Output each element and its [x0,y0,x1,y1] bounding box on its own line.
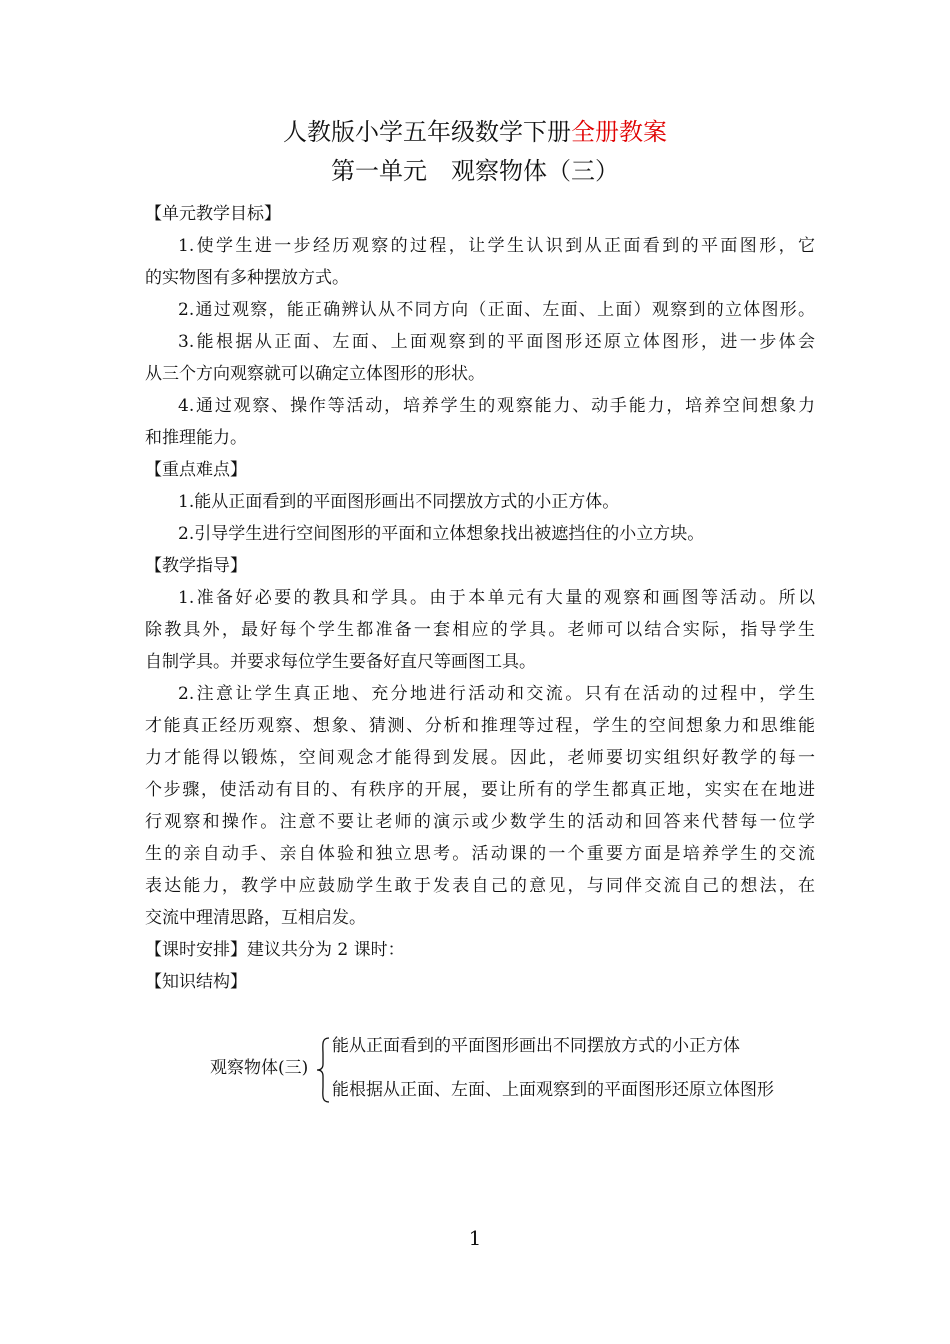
title-highlight: 全册教案 [571,118,667,146]
paragraph-line: 1.使学生进一步经历观察的过程，让学生认识到从正面看到的平面图形，它 [178,236,815,256]
paragraph-line: 力才能得以锻炼，空间观念才能得到发展。因此，老师要切实组织好教学的每一 [145,748,815,768]
knowledge-branch: 能根据从正面、左面、上面观察到的平面图形还原立体图形 [332,1080,774,1100]
paragraph-line: 的实物图有多种摆放方式。 [145,268,349,288]
paragraph-line: 1.能从正面看到的平面图形画出不同摆放方式的小正方体。 [178,492,620,512]
paragraph-line: 交流中理清思路，互相启发。 [145,908,366,928]
knowledge-structure-diagram [210,1032,810,1112]
paragraph-line: 4.通过观察、操作等活动，培养学生的观察能力、动手能力，培养空间想象力 [178,396,815,416]
section-heading-structure: 【知识结构】 [145,972,247,992]
paragraph-line: 3.能根据从正面、左面、上面观察到的平面图形还原立体图形，进一步体会 [178,332,815,352]
schedule-line: 【课时安排】建议共分为 2 课时： [145,940,405,960]
section-heading-goals: 【单元教学目标】 [145,204,281,224]
paragraph-line: 2.通过观察，能正确辨认从不同方向（正面、左面、上面）观察到的立体图形。 [178,300,815,320]
knowledge-root: 观察物体(三) [210,1058,309,1078]
paragraph-line: 个步骤，使活动有目的、有秩序的开展，要让所有的学生都真正地，实实在在地进 [145,780,815,800]
paragraph-line: 从三个方向观察就可以确定立体图形的形状。 [145,364,485,384]
document-title [0,114,950,150]
title-main: 人教版小学五年级数学下册 [283,118,571,146]
knowledge-branch: 能从正面看到的平面图形画出不同摆放方式的小正方体 [332,1036,740,1056]
paragraph-line: 和推理能力。 [145,428,247,448]
paragraph-line: 除教具外，最好每个学生都准备一套相应的学具。老师可以结合实际，指导学生 [145,620,815,640]
paragraph-line: 才能真正经历观察、想象、猜测、分析和推理等过程，学生的空间想象力和思维能 [145,716,815,736]
section-heading-guidance: 【教学指导】 [145,556,247,576]
paragraph-line: 2.注意让学生真正地、充分地进行活动和交流。只有在活动的过程中，学生 [178,684,815,704]
page-number: 1 [468,1226,482,1250]
paragraph-line: 1.准备好必要的教具和学具。由于本单元有大量的观察和画图等活动。所以 [178,588,815,608]
paragraph-line: 行观察和操作。注意不要让老师的演示或少数学生的活动和回答来代替每一位学 [145,812,815,832]
paragraph-line: 2.引导学生进行空间图形的平面和立体想象找出被遮挡住的小立方块。 [178,524,705,544]
paragraph-line: 生的亲自动手、亲自体验和独立思考。活动课的一个重要方面是培养学生的交流 [145,844,815,864]
section-heading-key-points: 【重点难点】 [145,460,247,480]
paragraph-line: 自制学具。并要求每位学生要备好直尺等画图工具。 [145,652,536,672]
paragraph-line: 表达能力，教学中应鼓励学生敢于发表自己的意见，与同伴交流自己的想法，在 [145,876,815,896]
unit-title: 第一单元 观察物体（三） [331,157,619,185]
curly-brace-icon [315,1036,331,1104]
